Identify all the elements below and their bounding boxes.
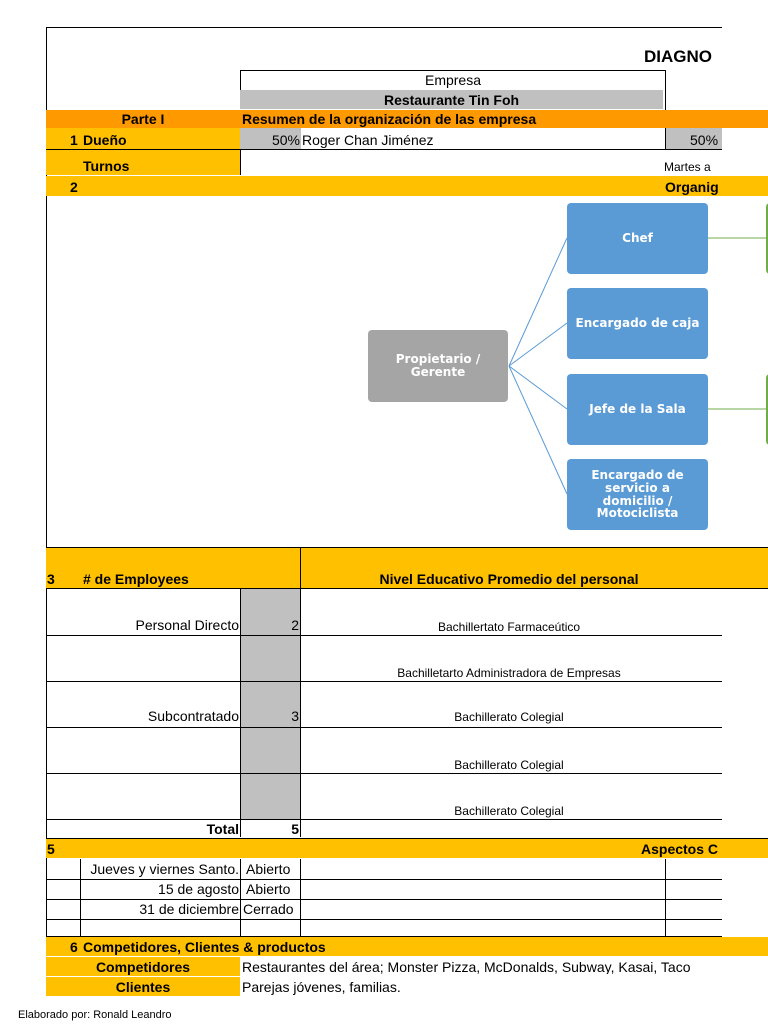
org-child-label: Jefe de la Sala: [589, 402, 686, 417]
competidores-value: Restaurantes del área; Monster Pizza, McDonalds, Subway, Kasai, Taco: [242, 960, 691, 974]
employees-row-line-4: [46, 773, 722, 774]
row1-owner: Roger Chan Jiménez: [302, 132, 434, 148]
edu-item-2: Bachilletarto Administradora de Empresas: [397, 666, 621, 680]
sub-label: Subcontratado: [147, 708, 239, 724]
employees-row-line-2: [46, 681, 722, 682]
holiday-status: Cerrado: [243, 901, 294, 917]
clientes-value: Parejas jóvenes, familias.: [242, 979, 401, 995]
holiday-line-2: [46, 899, 722, 900]
footer-text: Elaborado por: Ronald Leandro: [18, 1009, 172, 1021]
row2-title: Organig: [665, 179, 719, 195]
holiday-status: Abierto: [246, 861, 291, 877]
edu-item-1: Bachillertato Farmaceútico: [437, 620, 581, 634]
row5-num: 5: [47, 841, 55, 857]
row6-title: Competidores, Clientes & productos: [83, 939, 326, 955]
holiday-date: Jueves y viernes Santo.: [90, 861, 239, 877]
row1-pct1: 50%: [271, 132, 300, 148]
holiday-div-1: [240, 859, 241, 937]
empresa-label: Empresa: [424, 72, 482, 88]
holiday-date: 31 de diciembre: [139, 901, 239, 917]
parte1-label: Parte I: [121, 111, 165, 127]
org-child-label: Chef: [622, 231, 653, 246]
sub-count: 3: [291, 708, 299, 724]
holiday-status: Abierto: [246, 881, 291, 897]
edu-item-5: Bachillerato Colegial: [454, 804, 564, 818]
row6-num: 6: [70, 939, 78, 955]
edu-item-3: Bachillerato Colegial: [454, 710, 564, 724]
employees-row-line-3: [46, 727, 722, 728]
parte1-title: Resumen de la organización de las empresa: [242, 111, 537, 127]
employees-header: # de Employees: [83, 571, 189, 587]
org-child-chef: [567, 203, 708, 274]
employees-row-line-1: [46, 635, 722, 636]
holiday-div-3: [665, 859, 666, 937]
row2-num: 2: [70, 179, 78, 195]
org-child-label: Encargado de caja: [575, 316, 700, 331]
page-title: DIAGNO: [644, 47, 712, 66]
total-value: 5: [291, 821, 299, 837]
row1-label: Dueño: [83, 132, 127, 148]
edu-item-4: Bachillerato Colegial: [454, 758, 564, 772]
employees-row-line-5: [46, 819, 722, 820]
empresa-name: Restaurante Tin Foh: [383, 92, 520, 108]
row1-pct2: 50%: [690, 132, 719, 148]
directo-count: 2: [291, 617, 299, 633]
row5-title: Aspectos C: [641, 841, 719, 857]
directo-label: Personal Directo: [135, 617, 239, 633]
holiday-line-3: [46, 919, 722, 920]
row1-num: 1: [70, 132, 78, 148]
org-child-domicilio: [567, 459, 708, 530]
org-child-sala: [567, 374, 708, 445]
holiday-line-1: [46, 879, 722, 880]
clientes-label: Clientes: [115, 979, 171, 995]
total-label: Total: [206, 821, 239, 837]
org-root-box: [368, 330, 508, 402]
competidores-label: Competidores: [95, 959, 191, 975]
turnos-label: Turnos: [83, 158, 130, 174]
employees-num: 3: [47, 571, 55, 587]
turnos-value: Martes a: [664, 160, 711, 174]
org-child-label: Encargado de servicio a domicilio / Motociclista: [591, 468, 684, 521]
org-root-label: Propietario / Gerente: [395, 352, 481, 379]
edu-header: Nivel Educativo Promedio del personal: [379, 571, 639, 587]
holiday-date: 15 de agosto: [158, 881, 239, 897]
org-child-caja: [567, 288, 708, 359]
holiday-div-2: [300, 859, 301, 937]
